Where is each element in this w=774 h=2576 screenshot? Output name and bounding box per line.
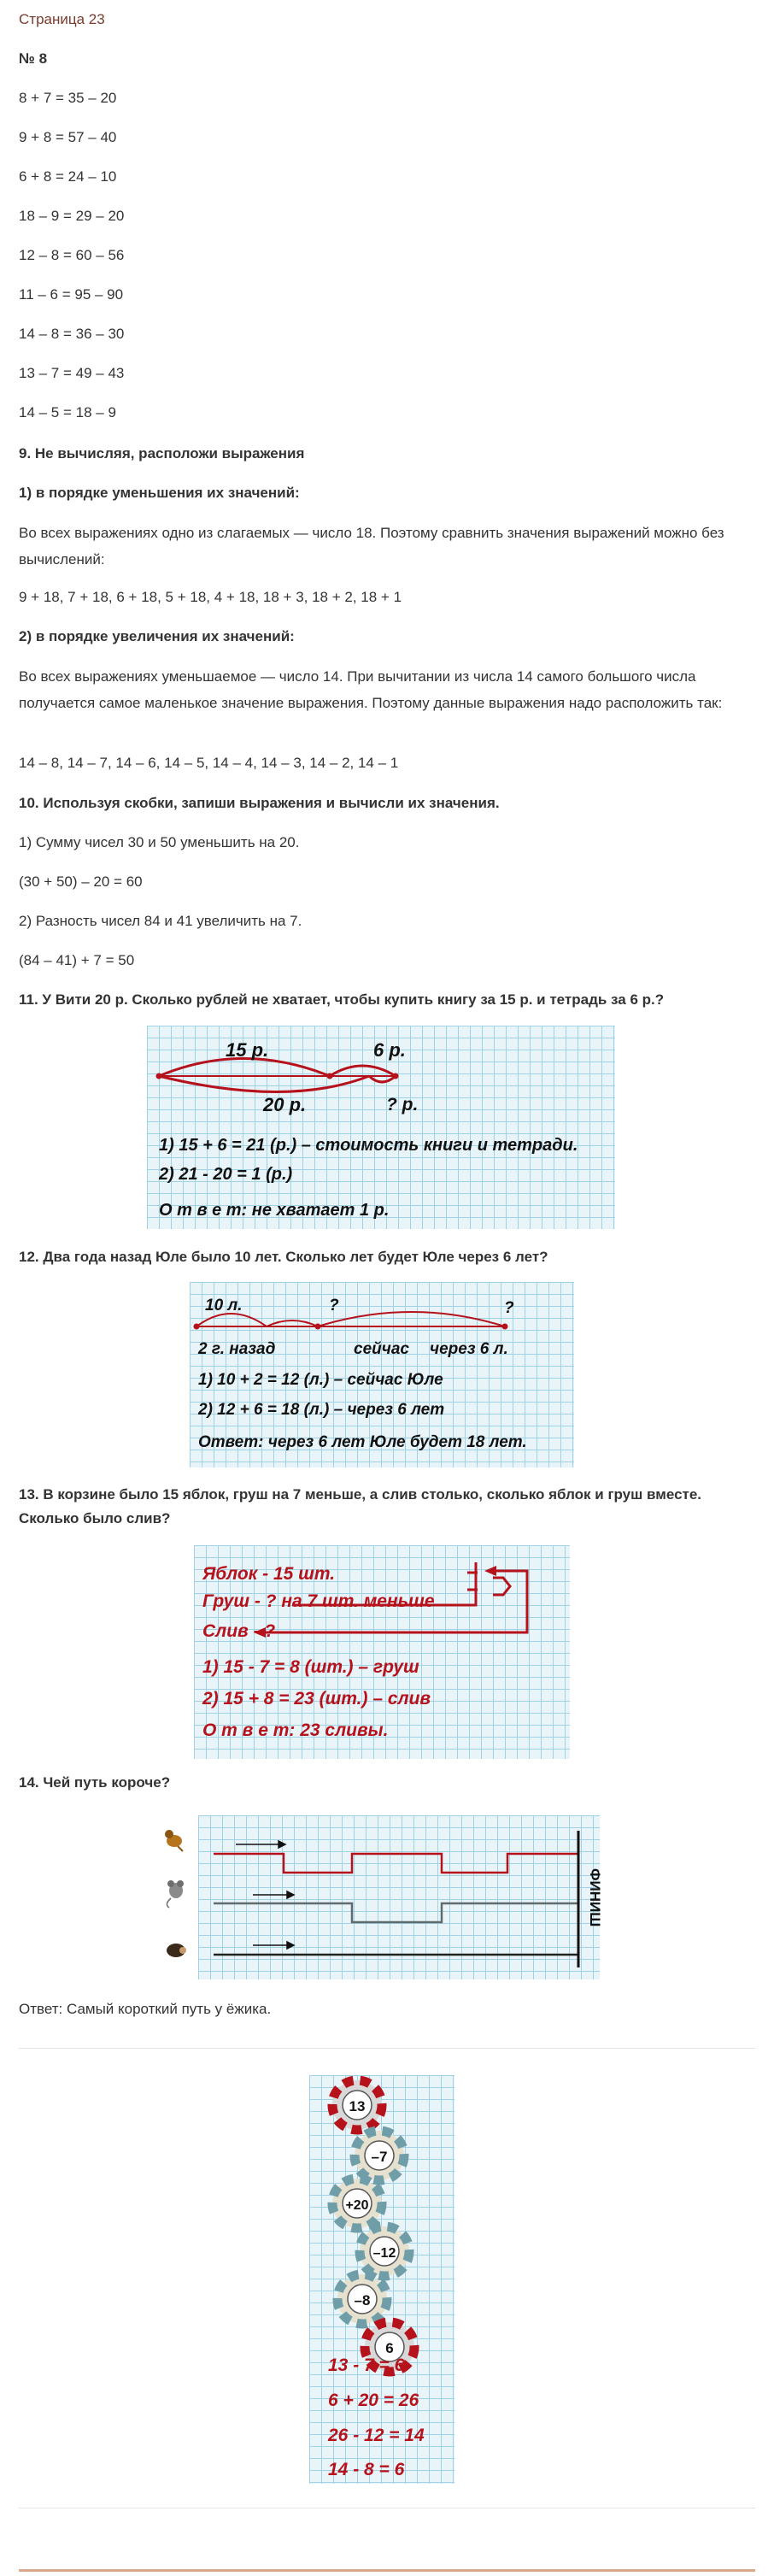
ring-1-label: 13 (349, 2098, 366, 2114)
task11-scheme (147, 1026, 615, 1229)
task8-line-8: 13 – 7 = 49 – 43 (19, 365, 125, 381)
task10-heading: 10. Используя скобки, запиши выражения и вычисли их значения. (19, 795, 500, 811)
task10-line-3: 2) Разность чисел 84 и 41 увеличить на 7. (19, 913, 302, 929)
task8-line-4: 18 – 9 = 29 – 20 (19, 208, 125, 224)
task12-solution-2: 2) 12 + 6 = 18 (л.) – через 6 лет (198, 1401, 445, 1419)
label-now: сейчас (354, 1340, 409, 1358)
ring-2 (355, 2131, 404, 2180)
hedgehog-icon (167, 1944, 186, 1957)
chain-figure (309, 2075, 454, 2484)
label-apples: Яблок - 15 шт. (202, 1564, 336, 1584)
task13-scheme (194, 1545, 570, 1759)
footer-rule (19, 2569, 755, 2572)
task12-solution-1: 1) 10 + 2 = 12 (л.) – сейчас Юле (198, 1371, 443, 1389)
ring-1 (332, 2080, 382, 2130)
task9-answer2: 14 – 8, 14 – 7, 14 – 6, 14 – 5, 14 – 4, 14 – 3, 14 – 2, 14 – 1 (19, 755, 399, 771)
label-after: через 6 л. (430, 1340, 508, 1358)
task13-heading-line2: Сколько было слив? (19, 1510, 171, 1526)
task10-line-2: (30 + 50) – 20 = 60 (19, 873, 143, 890)
label-15: 15 р. (226, 1039, 269, 1061)
task8-heading: № 8 (19, 50, 48, 67)
divider (19, 2048, 755, 2049)
task11-answer: О т в е т: не хватает 1 р. (159, 1201, 390, 1220)
label-6: 6 р. (373, 1039, 406, 1061)
task12-heading: 12. Два года назад Юле было 10 лет. Сколько лет будет Юле через 6 лет? (19, 1249, 548, 1265)
chain-equation-1: 13 - 7 = 6 (328, 2355, 405, 2375)
task14-heading: 14. Чей путь короче? (19, 1774, 171, 1791)
task8-line-7: 14 – 8 = 36 – 30 (19, 326, 125, 342)
chain-equation-4: 14 - 8 = 6 (328, 2460, 405, 2479)
task9-text2: Во всех выражениях уменьшаемое — число 14. При вычитании из числа 14 самого большого числа получается самое маленькое значение выражения. Поэтому данные выражения надо расположить так: (19, 668, 723, 711)
finish-label: ФИНИШ (587, 1868, 603, 1927)
task14-answer: Ответ: Самый короткий путь у ёжика. (19, 2001, 272, 2017)
task13-figure (194, 1545, 570, 1759)
label-question: ? р. (386, 1095, 419, 1115)
label-10: 10 л. (205, 1297, 243, 1314)
task13-solution-2: 2) 15 + 8 = 23 (шт.) – слив (202, 1689, 431, 1709)
ring-5 (337, 2274, 387, 2324)
cat-icon (165, 1830, 183, 1851)
task11-heading: 11. У Вити 20 р. Сколько рублей не хватает, чтобы купить книгу за 15 р. и тетрадь за 6 р.? (19, 991, 665, 1008)
chain-equation-3: 26 - 12 = 14 (328, 2426, 425, 2445)
ring-6-label: 6 (385, 2340, 394, 2356)
task13-solution-1: 1) 15 - 7 = 8 (шт.) – груш (202, 1657, 419, 1677)
task8-line-2: 9 + 8 = 57 – 40 (19, 129, 117, 145)
label-pears: Груш - ? на 7 шт. меньше (202, 1591, 435, 1611)
ring-4 (360, 2226, 409, 2276)
task13-answer: О т в е т: 23 сливы. (202, 1720, 389, 1740)
task8-line-9: 14 – 5 = 18 – 9 (19, 404, 116, 421)
task11-solution-1: 1) 15 + 6 = 21 (р.) – стоимость книги и тетради. (159, 1136, 578, 1155)
label-q2: ? (504, 1299, 514, 1317)
page-title: Страница 23 (19, 11, 105, 27)
task9-sub1: 1) в порядке уменьшения их значений: (19, 485, 300, 501)
task9-sub2: 2) в порядке увеличения их значений: (19, 628, 295, 644)
task8-line-5: 12 – 8 = 60 – 56 (19, 247, 125, 263)
label-ago: 2 г. назад (198, 1340, 276, 1358)
mouse-icon (167, 1880, 184, 1908)
task12-answer: Ответ: через 6 лет Юле будет 18 лет. (198, 1433, 527, 1451)
task12-scheme (190, 1282, 574, 1467)
chain-equation-2: 6 + 20 = 26 (328, 2391, 419, 2410)
task8-line-6: 11 – 6 = 95 – 90 (19, 286, 124, 303)
task10-line-4: (84 – 41) + 7 = 50 (19, 952, 135, 968)
label-q1: ? (329, 1297, 339, 1314)
task9-answer1: 9 + 18, 7 + 18, 6 + 18, 5 + 18, 4 + 18, 18 + 3, 18 + 2, 18 + 1 (19, 589, 402, 605)
label-20: 20 р. (263, 1094, 307, 1115)
chain-rings (309, 2075, 454, 2484)
ring-2-label: –7 (371, 2149, 388, 2165)
task8-line-3: 6 + 8 = 24 – 10 (19, 168, 117, 185)
task11-figure (147, 1026, 615, 1229)
task14-figure (161, 1815, 605, 1979)
ring-4-label: –12 (372, 2246, 396, 2261)
task14-paths (161, 1815, 605, 1979)
ring-3 (332, 2179, 382, 2228)
ring-5-label: –8 (354, 2292, 371, 2308)
task9-text1: Во всех выражениях одно из слагаемых — число 18. Поэтому сравнить значения выражений можно без вычислений: (19, 525, 724, 568)
task8-line-1: 8 + 7 = 35 – 20 (19, 90, 117, 106)
task10-line-1: 1) Сумму чисел 30 и 50 уменьшить на 20. (19, 834, 300, 850)
label-plums: Слив - ? (202, 1621, 276, 1641)
task12-figure (190, 1282, 574, 1467)
task11-solution-2: 2) 21 - 20 = 1 (р.) (159, 1165, 293, 1184)
ring-3-label: +20 (345, 2198, 369, 2213)
task13-heading-line1: 13. В корзине было 15 яблок, груш на 7 меньше, а слив столько, сколько яблок и груш вместе. (19, 1486, 702, 1503)
task9-heading: 9. Не вычисляя, расположи выражения (19, 445, 305, 462)
